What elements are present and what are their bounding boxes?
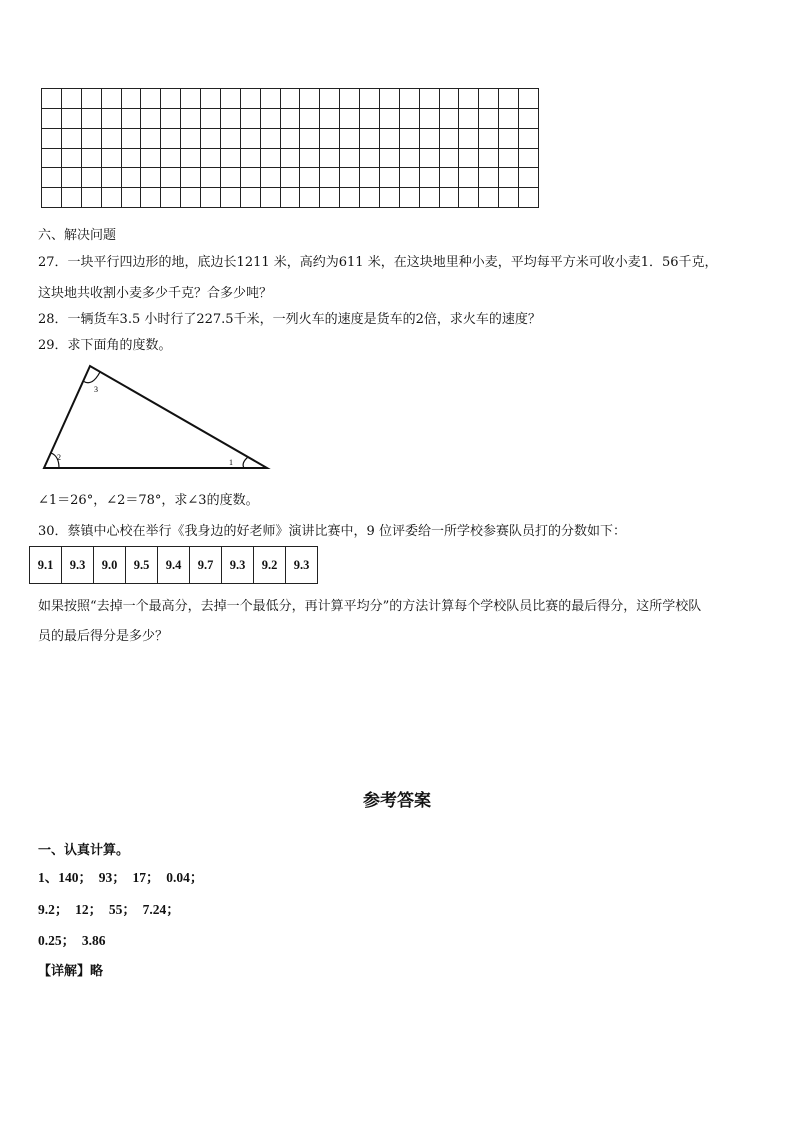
grid-cell: [122, 188, 142, 208]
grid-cell: [261, 129, 281, 149]
grid-cell: [261, 89, 281, 109]
grid-cell: [519, 188, 539, 208]
grid-cell: [42, 129, 62, 149]
grid-cell: [420, 188, 440, 208]
grid-cell: [281, 129, 301, 149]
grid-cell: [499, 89, 519, 109]
score-cell: 9.7: [190, 547, 222, 584]
grid-cell: [459, 168, 479, 188]
grid-cell: [201, 149, 221, 169]
grid-cell: [42, 168, 62, 188]
question-30-line1: 如果按照“去掉一个最高分，去掉一个最低分，再计算平均分”的方法计算每个学校队员比赛的最后得分，这所学校队: [38, 599, 702, 614]
grid-cell: [201, 109, 221, 129]
grid-cell: [201, 129, 221, 149]
grid-cell: [241, 149, 261, 169]
angle-1-label: 1: [229, 458, 233, 467]
grid-cell: [519, 109, 539, 129]
grid-cell: [320, 149, 340, 169]
grid-cell: [261, 188, 281, 208]
grid-cell: [102, 89, 122, 109]
question-27-line2: 这块地共收割小麦多少千克？合多少吨？: [38, 286, 273, 301]
grid-cell: [221, 89, 241, 109]
score-cell: 9.2: [254, 547, 286, 584]
grid-cell: [141, 109, 161, 129]
question-29: 29．求下面角的度数。: [38, 338, 172, 353]
grid-cell: [221, 109, 241, 129]
grid-cell: [82, 109, 102, 129]
question-28: 28．一辆货车3.5 小时行了227.5千米，一列火车的速度是货车的2倍，求火车的速度？: [38, 312, 541, 327]
grid-cell: [300, 149, 320, 169]
grid-cell: [459, 109, 479, 129]
grid-cell: [181, 129, 201, 149]
grid-cell: [420, 129, 440, 149]
grid-cell: [519, 89, 539, 109]
writing-grid: [41, 88, 539, 208]
grid-cell: [201, 188, 221, 208]
grid-cell: [479, 188, 499, 208]
grid-cell: [519, 149, 539, 169]
grid-cell: [42, 149, 62, 169]
grid-cell: [400, 188, 420, 208]
grid-cell: [300, 168, 320, 188]
grid-cell: [320, 89, 340, 109]
grid-cell: [221, 188, 241, 208]
answers-part-one-heading: 一、认真计算。: [38, 843, 130, 858]
score-cell: 9.1: [30, 547, 62, 584]
grid-cell: [62, 188, 82, 208]
score-cell: 9.3: [286, 547, 318, 584]
grid-cell: [241, 168, 261, 188]
section-six-heading: 六、解决问题: [38, 228, 117, 243]
grid-cell: [181, 109, 201, 129]
grid-cell: [281, 109, 301, 129]
grid-cell: [161, 89, 181, 109]
grid-cell: [161, 188, 181, 208]
grid-cell: [62, 168, 82, 188]
grid-cell: [440, 168, 460, 188]
grid-cell: [201, 168, 221, 188]
grid-cell: [161, 109, 181, 129]
grid-cell: [141, 168, 161, 188]
grid-cell: [360, 168, 380, 188]
grid-cell: [420, 109, 440, 129]
grid-cell: [300, 109, 320, 129]
grid-cell: [360, 149, 380, 169]
grid-cell: [161, 168, 181, 188]
grid-cell: [161, 149, 181, 169]
grid-cell: [42, 109, 62, 129]
grid-cell: [241, 188, 261, 208]
grid-cell: [380, 89, 400, 109]
grid-cell: [221, 129, 241, 149]
grid-cell: [440, 188, 460, 208]
grid-cell: [479, 129, 499, 149]
grid-cell: [380, 109, 400, 129]
grid-cell: [420, 168, 440, 188]
grid-cell: [420, 89, 440, 109]
question-30: 30．蔡镇中心校在举行《我身边的好老师》演讲比赛中，9 位评委给一所学校参赛队员打的分数如下：: [38, 524, 626, 539]
grid-cell: [340, 168, 360, 188]
score-table: [29, 546, 318, 584]
angle-1-arc: [243, 457, 248, 468]
grid-cell: [181, 89, 201, 109]
angle-3-label: 3: [94, 385, 98, 394]
grid-cell: [479, 168, 499, 188]
grid-cell: [400, 129, 420, 149]
grid-cell: [42, 89, 62, 109]
grid-cell: [62, 129, 82, 149]
grid-cell: [241, 109, 261, 129]
triangle-diagram: [38, 362, 273, 474]
answer-line-2: 9.2； 12； 55； 7.24；: [38, 902, 180, 917]
grid-cell: [241, 89, 261, 109]
grid-cell: [300, 89, 320, 109]
grid-cell: [62, 109, 82, 129]
grid-cell: [281, 149, 301, 169]
grid-cell: [261, 168, 281, 188]
grid-cell: [141, 149, 161, 169]
angle-2-label: 2: [57, 453, 61, 462]
grid-cell: [62, 149, 82, 169]
grid-cell: [499, 109, 519, 129]
grid-cell: [340, 89, 360, 109]
grid-cell: [300, 129, 320, 149]
grid-cell: [440, 129, 460, 149]
grid-cell: [300, 188, 320, 208]
grid-cell: [340, 149, 360, 169]
grid-cell: [400, 168, 420, 188]
grid-cell: [122, 168, 142, 188]
grid-cell: [102, 188, 122, 208]
grid-cell: [499, 149, 519, 169]
question-27-line1: 27．一块平行四边形的地，底边长1211 米，高约为611 米，在这块地里种小麦，平均每平方米可收小麦1．56千克，: [38, 255, 718, 270]
grid-cell: [479, 149, 499, 169]
grid-cell: [360, 188, 380, 208]
grid-cell: [440, 89, 460, 109]
answer-line-1: 1、140； 93； 17； 0.04；: [38, 870, 204, 885]
grid-cell: [440, 109, 460, 129]
grid-cell: [62, 89, 82, 109]
grid-cell: [141, 89, 161, 109]
answer-line-3: 0.25； 3.86: [38, 933, 106, 948]
grid-cell: [459, 188, 479, 208]
grid-cell: [459, 89, 479, 109]
grid-cell: [102, 149, 122, 169]
grid-cell: [360, 89, 380, 109]
grid-cell: [380, 168, 400, 188]
grid-cell: [499, 188, 519, 208]
grid-cell: [400, 109, 420, 129]
grid-cell: [420, 149, 440, 169]
grid-cell: [380, 149, 400, 169]
grid-cell: [400, 89, 420, 109]
grid-cell: [320, 129, 340, 149]
grid-cell: [499, 129, 519, 149]
grid-cell: [82, 129, 102, 149]
grid-cell: [380, 188, 400, 208]
grid-cell: [141, 188, 161, 208]
grid-cell: [320, 168, 340, 188]
grid-cell: [459, 149, 479, 169]
grid-cell: [320, 109, 340, 129]
grid-cell: [221, 149, 241, 169]
grid-cell: [261, 109, 281, 129]
grid-cell: [122, 129, 142, 149]
grid-cell: [201, 89, 221, 109]
grid-cell: [42, 188, 62, 208]
grid-cell: [181, 188, 201, 208]
grid-cell: [122, 109, 142, 129]
answer-detail: 【详解】略: [38, 964, 104, 979]
grid-cell: [281, 188, 301, 208]
grid-cell: [440, 149, 460, 169]
grid-cell: [82, 149, 102, 169]
question-29-given: ∠1＝26°，∠2＝78°，求∠3的度数。: [38, 493, 259, 508]
grid-cell: [102, 109, 122, 129]
grid-cell: [241, 129, 261, 149]
grid-cell: [122, 149, 142, 169]
grid-cell: [400, 149, 420, 169]
grid-cell: [102, 129, 122, 149]
grid-cell: [340, 188, 360, 208]
triangle-shape: [44, 366, 267, 468]
grid-cell: [281, 89, 301, 109]
grid-cell: [261, 149, 281, 169]
grid-cell: [161, 129, 181, 149]
grid-cell: [82, 188, 102, 208]
grid-cell: [459, 129, 479, 149]
grid-cell: [102, 168, 122, 188]
grid-cell: [499, 168, 519, 188]
score-cell: 9.3: [62, 547, 94, 584]
score-cell: 9.4: [158, 547, 190, 584]
grid-cell: [360, 109, 380, 129]
grid-cell: [360, 129, 380, 149]
question-30-line2: 员的最后得分是多少？: [38, 629, 169, 644]
grid-cell: [141, 129, 161, 149]
grid-cell: [519, 168, 539, 188]
grid-cell: [479, 89, 499, 109]
grid-cell: [181, 168, 201, 188]
grid-cell: [281, 168, 301, 188]
grid-cell: [82, 89, 102, 109]
grid-cell: [82, 168, 102, 188]
grid-cell: [519, 129, 539, 149]
score-cell: 9.5: [126, 547, 158, 584]
grid-cell: [122, 89, 142, 109]
grid-cell: [479, 109, 499, 129]
grid-cell: [340, 109, 360, 129]
grid-cell: [340, 129, 360, 149]
grid-cell: [181, 149, 201, 169]
answers-title: 参考答案: [363, 791, 431, 811]
grid-cell: [221, 168, 241, 188]
grid-cell: [380, 129, 400, 149]
grid-cell: [320, 188, 340, 208]
score-cell: 9.0: [94, 547, 126, 584]
score-row: [30, 547, 318, 584]
score-cell: 9.3: [222, 547, 254, 584]
